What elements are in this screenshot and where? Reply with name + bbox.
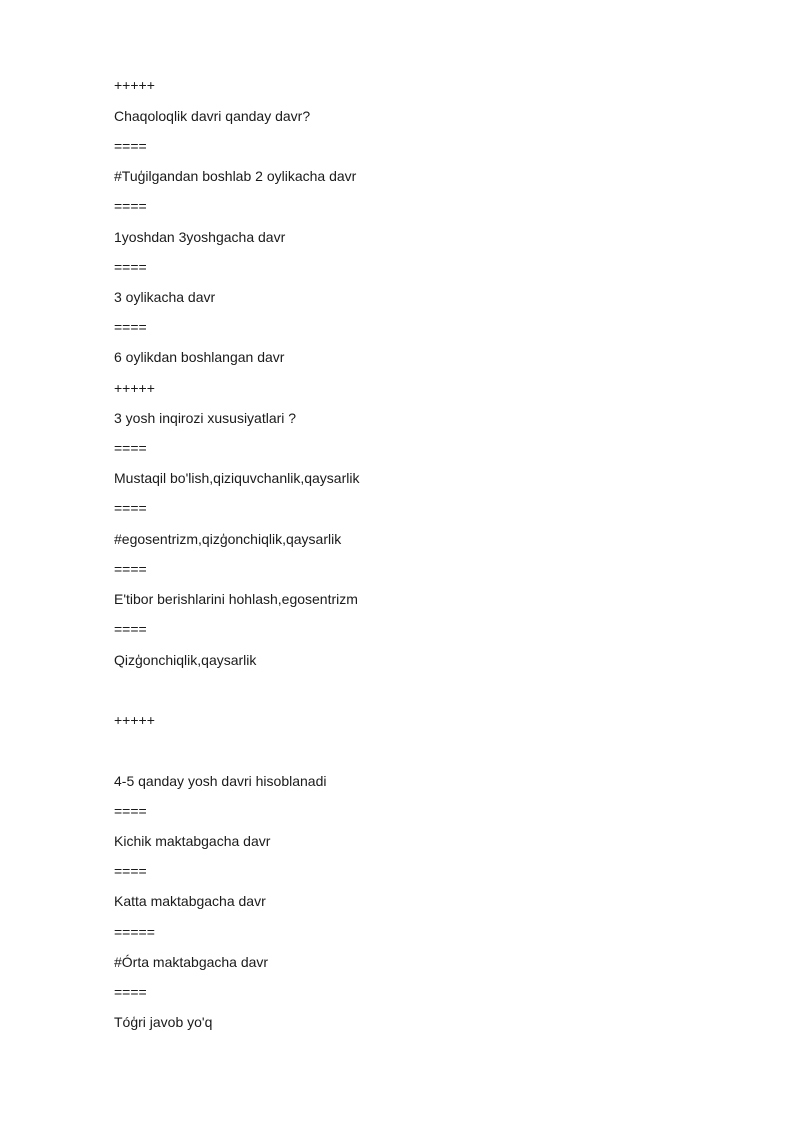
separator-equals: ==== [114,803,147,819]
answer-option: Katta maktabgacha davr [114,893,266,909]
answer-option: Tóģri javob yo'q [114,1014,213,1030]
separator-equals: ==== [114,561,147,577]
answer-option: 1yoshdan 3yoshgacha davr [114,229,286,245]
separator-plus: +++++ [114,380,155,396]
answer-option: Kichik maktabgacha davr [114,833,271,849]
separator-equals: ===== [114,924,155,940]
separator-equals: ==== [114,621,147,637]
answer-option: 6 oylikdan boshlangan davr [114,349,285,365]
question-2: 3 yosh inqirozi xususiyatlari ? [114,410,297,426]
separator-equals: ==== [114,984,147,1000]
separator-equals: ==== [114,500,147,516]
separator-plus: +++++ [114,77,155,93]
answer-option: Mustaqil bo'lish,qiziquvchanlik,qaysarlik [114,470,360,486]
answer-option: 3 oylikacha davr [114,289,216,305]
separator-equals: ==== [114,198,147,214]
separator-equals: ==== [114,440,147,456]
separator-equals: ==== [114,863,147,879]
question-1: Chaqoloqlik davri qanday davr? [114,108,311,124]
separator-equals: ==== [114,319,147,335]
separator-equals: ==== [114,138,147,154]
question-3: 4-5 qanday yosh davri hisoblanadi [114,773,327,789]
separator-equals: ==== [114,259,147,275]
answer-option: E'tibor berishlarini hohlash,egosentrizm [114,591,358,607]
answer-option: #Órta maktabgacha davr [114,954,269,970]
answer-option: #egosentrizm,qizģonchiqlik,qaysarlik [114,531,342,547]
answer-option: Qizģonchiqlik,qaysarlik [114,652,257,668]
answer-option: #Tuģilgandan boshlab 2 oylikacha davr [114,168,357,184]
separator-plus: +++++ [114,712,155,728]
